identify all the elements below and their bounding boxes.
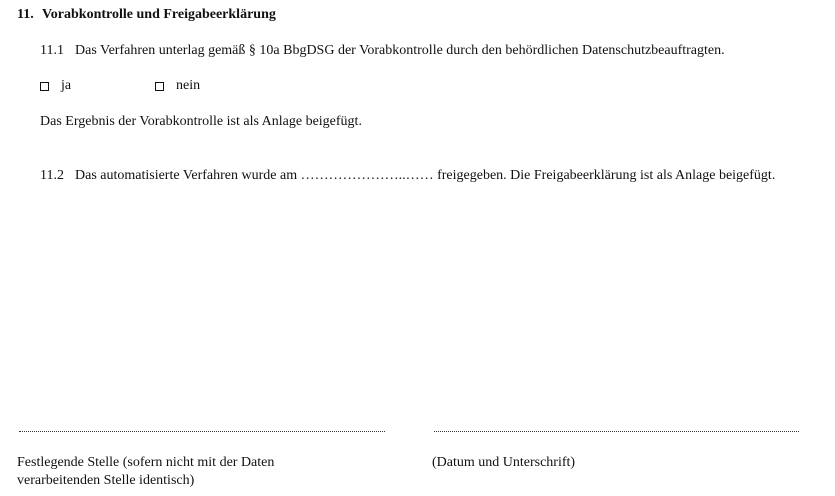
ja-label: ja (61, 78, 72, 93)
item-11-2-text-before: Das automatisierte Verfahren wurde am (75, 168, 298, 183)
section-title: Vorabkontrolle und Freigabeerklärung (41, 7, 276, 22)
option-nein[interactable] (155, 78, 200, 94)
date-blank-field[interactable]: …………………..…… (300, 168, 434, 183)
section-number: 11. (17, 7, 34, 22)
result-text: Das Ergebnis der Vorabkontrolle ist als Anlage beigefügt. (40, 114, 362, 129)
item-11-1-number: 11.1 (40, 43, 64, 58)
nein-label: nein (176, 78, 201, 93)
ja-checkbox[interactable] (40, 82, 49, 91)
signature-label-right: (Datum und Unterschrift) (432, 455, 576, 470)
item-11-2-number: 11.2 (40, 168, 64, 183)
item-11-2 (40, 168, 775, 184)
signature-line-left[interactable] (19, 421, 385, 432)
section-heading (17, 7, 276, 23)
signature-label-left (17, 454, 347, 490)
signature-label-left-line2: verarbeitenden Stelle identisch) (17, 473, 195, 488)
item-11-2-text-after: freigegeben. Die Freigabeerklärung ist als Anlage beigefügt. (437, 168, 776, 183)
option-ja[interactable] (40, 78, 71, 94)
signature-line-right[interactable] (434, 421, 799, 432)
item-11-1 (40, 43, 725, 59)
nein-checkbox[interactable] (155, 82, 164, 91)
item-11-1-text: Das Verfahren unterlag gemäß § 10a BbgDSG der Vorabkontrolle durch den behördlichen Datenschutzbeauftragten. (75, 43, 725, 58)
signature-label-left-line1: Festlegende Stelle (sofern nicht mit der Daten (17, 455, 275, 470)
